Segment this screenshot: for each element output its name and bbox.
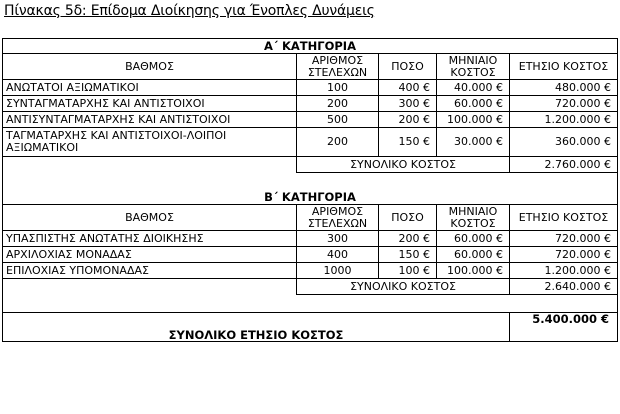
monthly-cell: 60.000 € bbox=[437, 231, 510, 247]
personnel-cell: 300 bbox=[297, 231, 379, 247]
annual-cell: 360.000 € bbox=[510, 128, 618, 157]
category-a-heading: Α΄ ΚΑΤΗΓΟΡΙΑ bbox=[3, 39, 618, 54]
personnel-cell: 1000 bbox=[297, 263, 379, 279]
table-row bbox=[3, 128, 618, 157]
page-title: Πίνακας 5δ: Επίδομα Διοίκησης για Ένοπλες Δυνάμεις bbox=[4, 3, 375, 19]
category-b-heading: Β΄ ΚΑΤΗΓΟΡΙΑ bbox=[3, 190, 618, 205]
personnel-cell: 500 bbox=[297, 112, 379, 128]
rank-cell: ΥΠΑΣΠΙΣΤΗΣ ΑΝΩΤΑΤΗΣ ΔΙΟΙΚΗΣΗΣ bbox=[3, 231, 297, 247]
monthly-cell: 40.000 € bbox=[437, 80, 510, 96]
annual-cell: 1.200.000 € bbox=[510, 263, 618, 279]
table-row bbox=[3, 263, 618, 279]
annual-cell: 720.000 € bbox=[510, 231, 618, 247]
monthly-cell: 100.000 € bbox=[437, 112, 510, 128]
column-header-personnel: ΑΡΙΘΜΟΣ ΣΤΕΛΕΧΩΝ bbox=[297, 205, 379, 231]
spacer-row bbox=[3, 295, 618, 313]
personnel-cell: 200 bbox=[297, 128, 379, 157]
table-row bbox=[3, 231, 618, 247]
annual-cell: 720.000 € bbox=[510, 247, 618, 263]
amount-cell: 200 € bbox=[379, 231, 437, 247]
rank-cell: ΑΝΤΙΣΥΝΤΑΓΜΑΤΑΡΧΗΣ ΚΑΙ ΑΝΤΙΣΤΟΙΧΟΙ bbox=[3, 112, 297, 128]
column-header-annual: ΕΤΗΣΙΟ ΚΟΣΤΟΣ bbox=[510, 205, 618, 231]
spacer-row bbox=[3, 173, 618, 191]
personnel-cell: 100 bbox=[297, 80, 379, 96]
grand-total-value: 5.400.000 € bbox=[510, 313, 618, 342]
amount-cell: 300 € bbox=[379, 96, 437, 112]
amount-cell: 200 € bbox=[379, 112, 437, 128]
category-a-header-row bbox=[3, 54, 618, 80]
table-row bbox=[3, 80, 618, 96]
column-header-amount: ΠΟΣΟ bbox=[379, 54, 437, 80]
rank-cell: ΤΑΓΜΑΤΑΡΧΗΣ ΚΑΙ ΑΝΤΙΣΤΟΙΧΟΙ-ΛΟΙΠΟΙ ΑΞΙΩΜΑΤΙΚΟΙ bbox=[3, 128, 297, 157]
personnel-cell: 200 bbox=[297, 96, 379, 112]
grand-total-row bbox=[3, 313, 618, 342]
annual-cell: 720.000 € bbox=[510, 96, 618, 112]
grand-total-label: ΣΥΝΟΛΙΚΟ ΕΤΗΣΙΟ ΚΟΣΤΟΣ bbox=[3, 313, 510, 342]
rank-cell: ΑΡΧΙΛΟΧΙΑΣ ΜΟΝΑΔΑΣ bbox=[3, 247, 297, 263]
category-a-total-value: 2.760.000 € bbox=[510, 157, 618, 173]
amount-cell: 400 € bbox=[379, 80, 437, 96]
column-header-amount: ΠΟΣΟ bbox=[379, 205, 437, 231]
table-row bbox=[3, 96, 618, 112]
category-b-total-row bbox=[3, 279, 618, 295]
rank-cell: ΕΠΙΛΟΧΙΑΣ ΥΠΟΜΟΝΑΔΑΣ bbox=[3, 263, 297, 279]
annual-cell: 480.000 € bbox=[510, 80, 618, 96]
category-b-header-row bbox=[3, 205, 618, 231]
column-header-personnel: ΑΡΙΘΜΟΣ ΣΤΕΛΕΧΩΝ bbox=[297, 54, 379, 80]
category-b-heading-row bbox=[3, 190, 618, 205]
annual-cell: 1.200.000 € bbox=[510, 112, 618, 128]
rank-cell: ΣΥΝΤΑΓΜΑΤΑΡΧΗΣ ΚΑΙ ΑΝΤΙΣΤΟΙΧΟΙ bbox=[3, 96, 297, 112]
column-header-monthly: ΜΗΝΙΑΙΟ ΚΟΣΤΟΣ bbox=[437, 205, 510, 231]
personnel-cell: 400 bbox=[297, 247, 379, 263]
monthly-cell: 100.000 € bbox=[437, 263, 510, 279]
category-b-total-value: 2.640.000 € bbox=[510, 279, 618, 295]
category-b-total-label: ΣΥΝΟΛΙΚΟ ΚΟΣΤΟΣ bbox=[297, 279, 510, 295]
monthly-cell: 30.000 € bbox=[437, 128, 510, 157]
allowance-table bbox=[2, 38, 618, 342]
category-a-total-row bbox=[3, 157, 618, 173]
rank-cell: ΑΝΩΤΑΤΟΙ ΑΞΙΩΜΑΤΙΚΟΙ bbox=[3, 80, 297, 96]
table-row bbox=[3, 112, 618, 128]
monthly-cell: 60.000 € bbox=[437, 247, 510, 263]
amount-cell: 150 € bbox=[379, 128, 437, 157]
amount-cell: 100 € bbox=[379, 263, 437, 279]
column-header-rank: ΒΑΘΜΟΣ bbox=[3, 54, 297, 80]
amount-cell: 150 € bbox=[379, 247, 437, 263]
category-a-total-label: ΣΥΝΟΛΙΚΟ ΚΟΣΤΟΣ bbox=[297, 157, 510, 173]
column-header-rank: ΒΑΘΜΟΣ bbox=[3, 205, 297, 231]
column-header-annual: ΕΤΗΣΙΟ ΚΟΣΤΟΣ bbox=[510, 54, 618, 80]
monthly-cell: 60.000 € bbox=[437, 96, 510, 112]
table-row bbox=[3, 247, 618, 263]
column-header-monthly: ΜΗΝΙΑΙΟ ΚΟΣΤΟΣ bbox=[437, 54, 510, 80]
category-a-heading-row bbox=[3, 39, 618, 54]
